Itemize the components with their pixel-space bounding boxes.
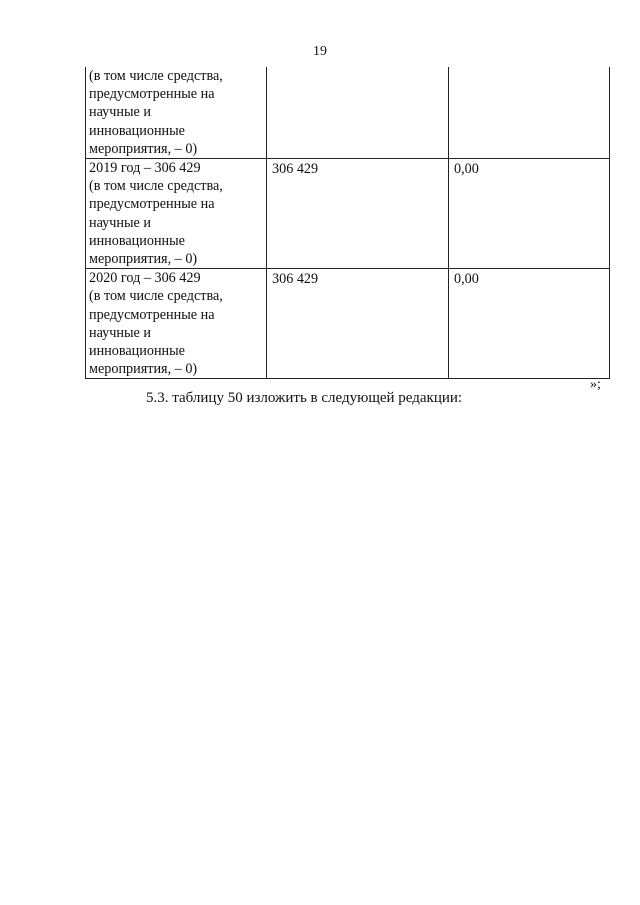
table-cell-description (86, 67, 267, 159)
cell-line: 2020 год – 306 429 (89, 270, 201, 287)
table-cell-extra (449, 67, 610, 159)
cell-line: предусмотренные на (89, 306, 215, 323)
table-cell-description (86, 269, 267, 379)
cell-line: (в том числе средства, (89, 178, 223, 195)
instruction-paragraph: 5.3. таблицу 50 изложить в следующей редакции: (146, 390, 463, 406)
cell-line: предусмотренные на (89, 196, 215, 213)
table-row (86, 67, 610, 159)
cell-line: инновационные (89, 343, 185, 360)
cell-line: предусмотренные на (89, 86, 215, 103)
cell-line: инновационные (89, 232, 185, 249)
cell-line: 2019 год – 306 429 (89, 160, 201, 177)
table-cell-description (86, 159, 267, 269)
table-cell-amount (267, 67, 449, 159)
cell-line: научные и (89, 214, 151, 231)
funding-table (85, 67, 610, 379)
cell-line: мероприятия, – 0) (89, 361, 198, 378)
table-cell-amount: 306 429 (267, 269, 449, 379)
cell-line: инновационные (89, 122, 185, 139)
cell-line: (в том числе средства, (89, 68, 223, 84)
closing-quote-mark: »; (590, 377, 601, 392)
table-cell-extra: 0,00 (449, 159, 610, 269)
cell-line: мероприятия, – 0) (89, 140, 198, 157)
cell-line: научные и (89, 104, 151, 121)
table-row (86, 159, 610, 269)
page-number: 19 (313, 44, 327, 59)
cell-line: мероприятия, – 0) (89, 251, 198, 268)
cell-line: (в том числе средства, (89, 288, 223, 305)
table-cell-amount: 306 429 (267, 159, 449, 269)
table-row (86, 269, 610, 379)
cell-line: научные и (89, 324, 151, 341)
table-cell-extra: 0,00 (449, 269, 610, 379)
